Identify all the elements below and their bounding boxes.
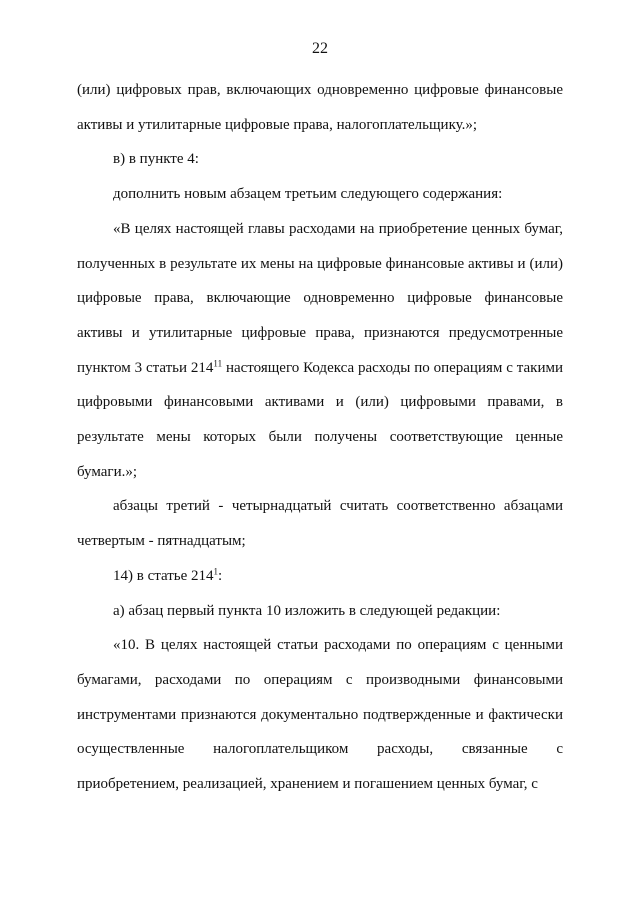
paragraph-2: в) в пункте 4: xyxy=(113,151,199,168)
paragraph-8-quote: «10. В целях настоящей статьи расходами по операциям с ценными бумагами, расходами по операциям с производными финансовыми инструментами признаются документально подтвержденные и фактически осуществленные налогоплательщиком расходы, связанные с приобретением, реализацией, хранением и погашением ценных бумаг, с xyxy=(77,637,563,793)
paragraph-7: а) абзац первый пункта 10 изложить в следующей редакции: xyxy=(113,602,501,619)
paragraph-6-text-before: 14) в статье 214 xyxy=(113,567,214,584)
paragraph-4-text-after: настоящего Кодекса расходы по операциям с такими цифровыми финансовыми активами и (или) цифровыми правами, в результате мены которых были получены соответствующие ценные бумаги.»; xyxy=(77,359,563,480)
paragraph-4-text-before: «В целях настоящей главы расходами на приобретение ценных бумаг, полученных в результате их мены на цифровые финансовые активы и (или) цифровые права, включающие одновременно цифровые финансовые активы и утилитарные цифровые права, признаются предусмотренные пунктом 3 статьи 214 xyxy=(77,220,563,376)
page-number: 22 xyxy=(312,40,328,57)
article-superscript: 11 xyxy=(213,358,223,369)
paragraph-5: абзацы третий - четырнадцатый считать соответственно абзацами четвертым - пятнадцатым; xyxy=(77,498,563,550)
paragraph-4-quote xyxy=(77,212,563,490)
paragraph-6-text-after: : xyxy=(218,567,223,584)
paragraph-3: дополнить новым абзацем третьим следующего содержания: xyxy=(113,186,503,203)
paragraph-6 xyxy=(77,559,563,594)
article-superscript: 1 xyxy=(213,566,219,577)
document-body xyxy=(77,73,563,802)
paragraph-1: (или) цифровых прав, включающих одновременно цифровые финансовые активы и утилитарные цифровые права, налогоплательщику.»; xyxy=(77,82,563,133)
